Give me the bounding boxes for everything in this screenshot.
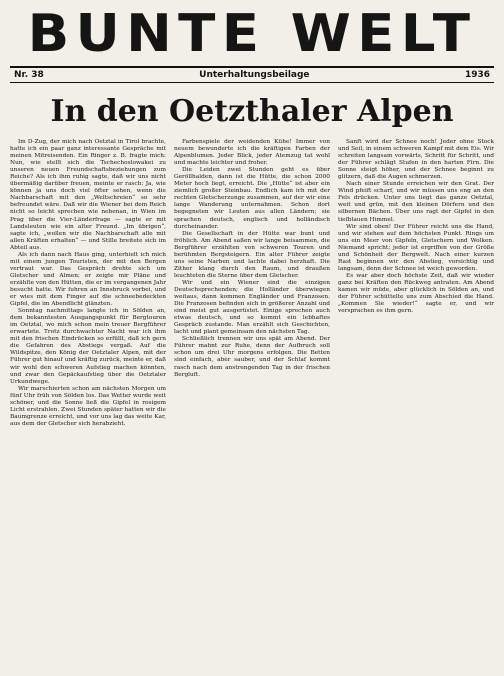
paragraph: Wir und ein Wiener sind die einzigen Deutschsprechenden; die Holländer überwiegen weitaus, dann kommen Engländer und Franzosen. Die Franzosen befinden sich in größerer Anzahl und sind meist gut ausgerüstet. Einige sprechen auch etwas deutsch, und so kommt ein lebhaftes Gespräch zustande. Man erzählt sich Geschichten, lacht und plant gemeinsam den nächsten Tag. bbox=[174, 279, 330, 336]
paragraph: Die Gesellschaft in der Hütte war bunt und fröhlich. Am Abend saßen wir lange beisammen, die Bergführer erzählten von schweren Touren und berühmten Bergsteigern. Ein alter Führer zeigte uns seine Narben und lachte dabei herzhaft. Die Zither klang durch den Raum, und draußen leuchteten die Sterne über dem Gletscher. bbox=[174, 230, 330, 279]
issue-rule bbox=[10, 82, 494, 83]
paragraph: Wir marschierten schon am nächsten Morgen um fünf Uhr früh von Sölden los. Das Wetter wurde weit schöner, und die Sonne ließ die Gipfel in rosigem Licht erstrahlen. Zwei Stunden später hatten wir die Baumgrenze erreicht, und vor uns lag das weite Kar, aus dem der Gletscher sich herabzieht. bbox=[10, 385, 166, 427]
paragraph: Es war aber doch höchste Zeit, daß wir wieder ganz bei Kräften den Rückweg antraten. Am Abend kamen wir müde, aber glücklich in Sölden an, und der Führer schüttelte uns zum Abschied die Hand. „Kommen Sie wieder!“ sagte er, und wir versprachen es ihm gern. bbox=[338, 272, 494, 315]
paragraph: Wir sind oben! Der Führer reicht uns die Hand, und wir stehen auf dem höchsten Punkt. Rings um uns ein Meer von Gipfeln, Gletschern und Wolken. Niemand spricht; jeder ist ergriffen von der Größe und Schönheit der Bergwelt. Nach einer kurzen Rast beginnen wir den Abstieg, vorsichtig und langsam, denn der Schnee ist weich geworden. bbox=[338, 223, 494, 272]
paragraph: Sanft wird der Schnee noch! Jeder ohne Stock und Seil, in einem schweren Kampf mit dem Eis. Wir schreiten langsam vorwärts, Schritt für Schritt, und der Führer schlägt Stufen in den harten Firn. Die Sonne steigt höher, und der Schnee beginnt zu glitzern, daß die Augen schmerzen. bbox=[338, 139, 494, 181]
article-column-3 bbox=[338, 139, 494, 674]
issue-line bbox=[10, 68, 494, 82]
issue-number: Nr. 38 bbox=[14, 70, 44, 80]
article-body bbox=[10, 139, 494, 674]
article-column-1 bbox=[10, 139, 166, 674]
paragraph: Nach einer Stunde erreichen wir den Grat. Der Wind pfeift scharf, und wir müssen uns eng an den Fels drücken. Unter uns liegt das ganze Oetztal, weit und grün, mit den kleinen Dörfern und den silbernen Bächen. Über uns ragt der Gipfel in den tiefblauen Himmel. bbox=[338, 181, 494, 223]
paragraph: Schließlich trennen wir uns spät am Abend. Der Führer mahnt zur Ruhe, denn der Aufbruch soll schon um drei Uhr morgens erfolgen. Die Betten sind einfach, aber sauber, und der Schlaf kommt rasch nach dem anstrengenden Tag in der frischen Bergluft. bbox=[174, 336, 330, 378]
article-headline: In den Oetzthaler Alpen bbox=[50, 94, 454, 129]
paragraph: Farbenspiele der weidenden Kühe! Immer von neuem bewunderte ich die kräftigen Farben der Alpenblumen. Jeder Blick, jeder Atemzug tat wohl und machte leichter und froher. bbox=[174, 139, 330, 167]
paragraph: Im D-Zug, der mich nach Oetztal in Tirol brachte, hatte ich ein paar ganz interessante Gespräche mit meinen Mitreisenden. Ein Ringer z. B. fragte mich: Nun, wie stellt sich die Tschechoslowakei zu unseren neuen Freundschaftsbeziehungen zum Reiche? Als ich ihm ruhig sagte, daß wir uns nicht übermäßig darüber freuen, meinte er rasch: Ja, wie können ja uns doch viel öfter sehen, wenn die Nachbarschaft mit den „Weltschreien“ so sehr befreundet wäre. Daß wir die Wiener bei dem Reich nicht so leicht sprechen wie nebenan, in Wien im Prag über die Vier-Länderfrage — sagte er mit Landsleuten wie ein alter Freund. „Im übrigen“, sagte ich, „wollen wir die Nachbarschaft alle mit allen Kräften erhalten“ — und Stille breitete sich im Abteil aus. bbox=[10, 139, 166, 251]
issue-section: Unterhaltungsbeilage bbox=[199, 70, 310, 80]
paragraph: Die Leiden zwei Stunden geht es über Geröllhalden, dann ist die Hütte, die schon 2000 Meter hoch liegt, erreicht. Die „Hütte“ ist aber ein ziemlich großer Steinbau. Endlich kam ich mit der rechten Gletscherzunge zusammen, auf der wir eine lange Wanderung unternahmen. Schon dort begegneten wir Leuten aus allen Ländern; sie sprachen deutsch, englisch und holländisch durcheinander. bbox=[174, 167, 330, 230]
paragraph: Als ich dann nach Haus ging, unterhielt ich mich mit einem jungen Touristen, der mit den Bergen vertraut war. Das Gespräch drehte sich um Gletscher und Almen; er zeigte mir Pläne und erzählte von den Hütten, die er im vergangenen Jahr besucht hatte. Wir fuhren an Innsbruck vorbei, und er wies mit dem Finger auf die schneebedeckten Gipfel, die im Abendlicht glänzten. bbox=[10, 251, 166, 308]
article-column-2 bbox=[174, 139, 330, 674]
issue-year: 1936 bbox=[464, 70, 490, 80]
masthead-title: BUNTE WELT bbox=[27, 4, 477, 64]
paragraph: Sonntag nachmittags langte ich in Sölden an, dem bekanntesten Ausgangspunkt für Bergtouren im Oetztal, wo mich schon mein treuer Bergführer erwartete. Trotz durchwachter Nacht war ich ihm mit den frischen Eindrücken so erfüllt, daß ich gern die Gefahren des Abstiegs vergaß. Auf die Wildspitze, den König der Oetztaler Alpen, mit der Führer gut hinauf und kräftig zurück, meinte er, daß wir wohl den schweren Aufstieg machen könnten, und zwar den Gepäckaufstieg über die Oetztaler Urkundwege. bbox=[10, 308, 166, 385]
